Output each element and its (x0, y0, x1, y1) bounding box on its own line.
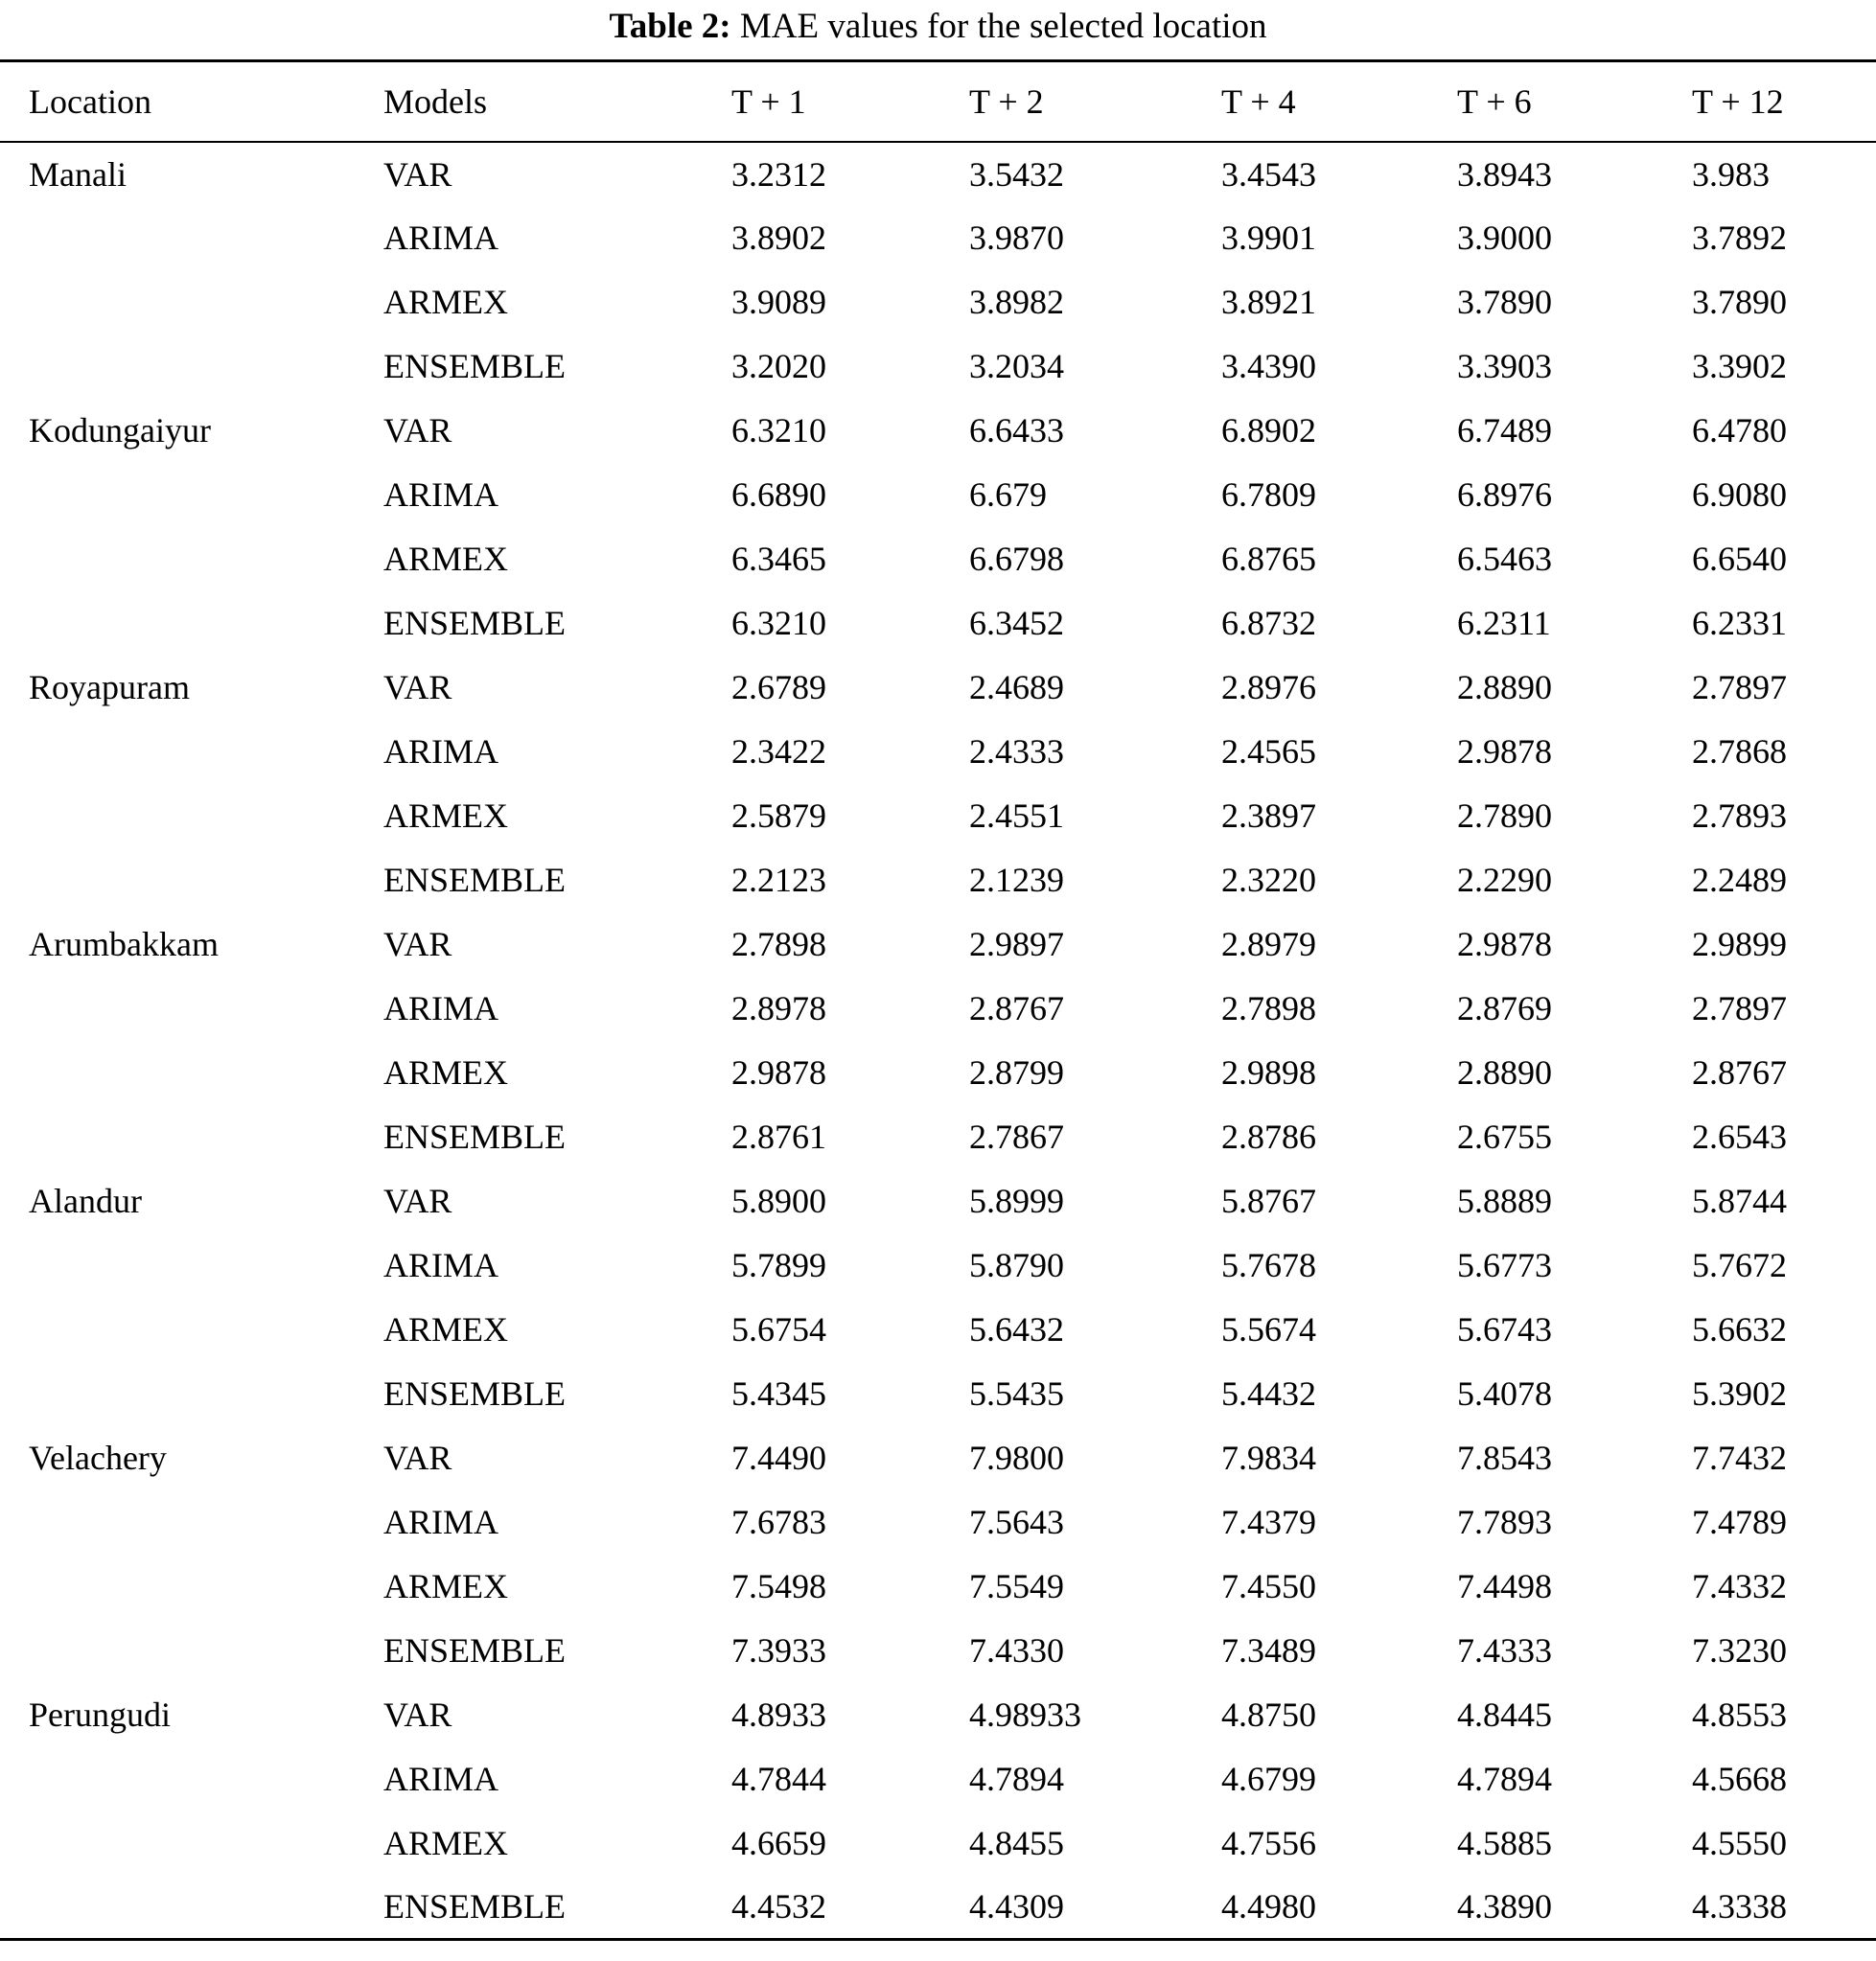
value-cell: 3.3902 (1692, 347, 1787, 385)
header-t2: T + 2 (969, 61, 1221, 142)
value-cell: 3.4390 (1221, 347, 1316, 385)
value-cell: 4.4980 (1221, 1887, 1316, 1926)
model-cell: ENSEMBLE (383, 1118, 567, 1156)
value-cell: 6.3452 (969, 604, 1064, 642)
value-cell: 3.9901 (1221, 219, 1316, 257)
value-cell: 6.5463 (1457, 540, 1552, 578)
value-cell: 2.8767 (969, 989, 1064, 1027)
table-header (0, 61, 1876, 142)
model-cell: ARMEX (383, 796, 509, 835)
value-cell: 3.8982 (969, 283, 1064, 321)
value-cell: 7.4789 (1692, 1503, 1787, 1541)
table-row (0, 463, 1876, 527)
value-cell: 3.7892 (1692, 219, 1787, 257)
value-cell: 3.8943 (1457, 154, 1552, 194)
value-cell: 7.5498 (731, 1567, 826, 1605)
value-cell: 2.3897 (1221, 796, 1316, 835)
table-row (0, 270, 1876, 335)
value-cell: 6.9080 (1692, 475, 1787, 514)
table-body (0, 142, 1876, 1940)
value-cell: 2.8979 (1221, 925, 1316, 963)
header-t6: T + 6 (1457, 61, 1692, 142)
table-row (0, 656, 1876, 720)
location-cell (0, 1490, 383, 1555)
location-cell (0, 720, 383, 784)
value-cell: 3.9870 (969, 219, 1064, 257)
location-cell (0, 1105, 383, 1169)
table-row (0, 591, 1876, 656)
model-cell: ARMEX (383, 1310, 509, 1349)
value-cell: 2.8786 (1221, 1118, 1316, 1156)
header-models: Models (383, 61, 731, 142)
table-row (0, 1876, 1876, 1940)
value-cell: 4.8750 (1221, 1696, 1316, 1734)
value-cell: 2.8799 (969, 1053, 1064, 1092)
value-cell: 5.4345 (731, 1374, 826, 1413)
value-cell: 4.8445 (1457, 1696, 1552, 1734)
header-t4: T + 4 (1221, 61, 1457, 142)
value-cell: 7.4498 (1457, 1567, 1552, 1605)
value-cell: 2.4689 (969, 668, 1064, 706)
value-cell: 7.5549 (969, 1567, 1064, 1605)
value-cell: 4.4309 (969, 1887, 1064, 1926)
location-cell (0, 848, 383, 912)
model-cell: ARIMA (383, 219, 499, 257)
value-cell: 4.4532 (731, 1887, 826, 1926)
location-cell: Arumbakkam (29, 925, 219, 963)
header-location: Location (0, 61, 383, 142)
value-cell: 4.8455 (969, 1824, 1064, 1862)
value-cell: 2.6789 (731, 668, 826, 706)
location-cell (0, 335, 383, 399)
value-cell: 3.5432 (969, 154, 1064, 194)
value-cell: 7.7893 (1457, 1503, 1552, 1541)
table-row (0, 399, 1876, 463)
table-row (0, 977, 1876, 1041)
value-cell: 4.6799 (1221, 1760, 1316, 1798)
value-cell: 2.7898 (1221, 989, 1316, 1027)
value-cell: 6.6540 (1692, 540, 1787, 578)
location-cell (0, 784, 383, 848)
table-row (0, 1105, 1876, 1169)
value-cell: 6.4780 (1692, 411, 1787, 450)
value-cell: 7.4550 (1221, 1567, 1316, 1605)
model-cell: ARIMA (383, 1760, 499, 1798)
location-cell (0, 591, 383, 656)
value-cell: 6.8732 (1221, 604, 1316, 642)
model-cell: ARMEX (383, 1053, 509, 1092)
value-cell: 6.7489 (1457, 411, 1552, 450)
model-cell: VAR (383, 1439, 452, 1477)
location-cell (0, 527, 383, 591)
value-cell: 2.3422 (731, 732, 826, 771)
table-row (0, 335, 1876, 399)
value-cell: 5.5435 (969, 1374, 1064, 1413)
location-cell (0, 977, 383, 1041)
table-row (0, 1683, 1876, 1747)
value-cell: 3.9089 (731, 283, 826, 321)
value-cell: 6.3210 (731, 604, 826, 642)
value-cell: 2.8767 (1692, 1053, 1787, 1092)
table-row (0, 1041, 1876, 1105)
value-cell: 3.2312 (731, 154, 826, 194)
table-row (0, 784, 1876, 848)
value-cell: 2.9898 (1221, 1053, 1316, 1092)
table-caption (0, 0, 1876, 48)
value-cell: 6.679 (969, 475, 1047, 514)
value-cell: 2.9899 (1692, 925, 1787, 963)
value-cell: 4.98933 (969, 1696, 1081, 1734)
value-cell: 2.8978 (731, 989, 826, 1027)
value-cell: 5.6632 (1692, 1310, 1787, 1349)
location-cell (0, 1362, 383, 1426)
value-cell: 3.7890 (1692, 283, 1787, 321)
table-row (0, 912, 1876, 977)
value-cell: 6.8976 (1457, 475, 1552, 514)
mae-table (0, 59, 1876, 1941)
value-cell: 5.6432 (969, 1310, 1064, 1349)
value-cell: 3.7890 (1457, 283, 1552, 321)
value-cell: 7.4332 (1692, 1567, 1787, 1605)
value-cell: 2.2290 (1457, 861, 1552, 899)
table-row (0, 206, 1876, 270)
value-cell: 5.6754 (731, 1310, 826, 1349)
value-cell: 7.9800 (969, 1439, 1064, 1477)
location-cell: Kodungaiyur (29, 411, 211, 450)
table-row (0, 1555, 1876, 1619)
model-cell: ARIMA (383, 1246, 499, 1284)
location-cell (0, 1234, 383, 1298)
table-row (0, 848, 1876, 912)
value-cell: 5.8999 (969, 1182, 1064, 1220)
table-row (0, 1490, 1876, 1555)
value-cell: 2.1239 (969, 861, 1064, 899)
table-caption-label: Table 2: (609, 7, 731, 46)
table-row (0, 1426, 1876, 1490)
value-cell: 4.5668 (1692, 1760, 1787, 1798)
header-t12: T + 12 (1692, 61, 1876, 142)
value-cell: 5.4078 (1457, 1374, 1552, 1413)
value-cell: 6.2331 (1692, 604, 1787, 642)
location-cell (0, 1747, 383, 1811)
value-cell: 5.3902 (1692, 1374, 1787, 1413)
value-cell: 7.8543 (1457, 1439, 1552, 1477)
model-cell: VAR (383, 154, 452, 194)
value-cell: 3.3903 (1457, 347, 1552, 385)
value-cell: 4.3890 (1457, 1887, 1552, 1926)
value-cell: 2.4551 (969, 796, 1064, 835)
value-cell: 2.9878 (731, 1053, 826, 1092)
value-cell: 6.3210 (731, 411, 826, 450)
table-row (0, 527, 1876, 591)
value-cell: 2.7898 (731, 925, 826, 963)
value-cell: 5.4432 (1221, 1374, 1316, 1413)
table-row (0, 1234, 1876, 1298)
value-cell: 2.9878 (1457, 732, 1552, 771)
location-cell (0, 1555, 383, 1619)
model-cell: ARMEX (383, 283, 509, 321)
value-cell: 2.5879 (731, 796, 826, 835)
model-cell: ARIMA (383, 989, 499, 1027)
table-row (0, 1619, 1876, 1683)
value-cell: 2.7897 (1692, 989, 1787, 1027)
model-cell: ENSEMBLE (383, 1631, 567, 1670)
location-cell (0, 1619, 383, 1683)
value-cell: 6.6890 (731, 475, 826, 514)
value-cell: 5.8889 (1457, 1182, 1552, 1220)
value-cell: 6.8902 (1221, 411, 1316, 450)
table-caption-text: MAE values for the selected location (739, 7, 1267, 46)
value-cell: 3.8902 (731, 219, 826, 257)
value-cell: 2.4333 (969, 732, 1064, 771)
value-cell: 7.7432 (1692, 1439, 1787, 1477)
value-cell: 7.3933 (731, 1631, 826, 1670)
value-cell: 3.983 (1692, 154, 1770, 194)
value-cell: 7.4379 (1221, 1503, 1316, 1541)
model-cell: ENSEMBLE (383, 604, 567, 642)
value-cell: 5.8744 (1692, 1182, 1787, 1220)
value-cell: 2.8890 (1457, 1053, 1552, 1092)
value-cell: 7.3489 (1221, 1631, 1316, 1670)
value-cell: 2.8976 (1221, 668, 1316, 706)
value-cell: 5.8790 (969, 1246, 1064, 1284)
value-cell: 7.4330 (969, 1631, 1064, 1670)
value-cell: 2.9897 (969, 925, 1064, 963)
table-row (0, 1811, 1876, 1876)
header-row (0, 61, 1876, 142)
value-cell: 5.7672 (1692, 1246, 1787, 1284)
value-cell: 4.6659 (731, 1824, 826, 1862)
value-cell: 2.8769 (1457, 989, 1552, 1027)
value-cell: 2.6755 (1457, 1118, 1552, 1156)
location-cell (0, 206, 383, 270)
value-cell: 2.7868 (1692, 732, 1787, 771)
value-cell: 2.7867 (969, 1118, 1064, 1156)
value-cell: 6.6798 (969, 540, 1064, 578)
value-cell: 7.4490 (731, 1439, 826, 1477)
value-cell: 5.5674 (1221, 1310, 1316, 1349)
value-cell: 2.8761 (731, 1118, 826, 1156)
value-cell: 2.9878 (1457, 925, 1552, 963)
model-cell: ENSEMBLE (383, 1374, 567, 1413)
location-cell (0, 270, 383, 335)
model-cell: ARIMA (383, 475, 499, 514)
value-cell: 7.5643 (969, 1503, 1064, 1541)
table-row (0, 720, 1876, 784)
value-cell: 5.6773 (1457, 1246, 1552, 1284)
location-cell: Alandur (29, 1182, 142, 1220)
value-cell: 4.7894 (1457, 1760, 1552, 1798)
model-cell: VAR (383, 1182, 452, 1220)
value-cell: 2.7893 (1692, 796, 1787, 835)
table-row (0, 1747, 1876, 1811)
value-cell: 2.2489 (1692, 861, 1787, 899)
value-cell: 2.7897 (1692, 668, 1787, 706)
model-cell: ARMEX (383, 1824, 509, 1862)
value-cell: 4.3338 (1692, 1887, 1787, 1926)
table-row (0, 142, 1876, 206)
value-cell: 6.6433 (969, 411, 1064, 450)
model-cell: ARMEX (383, 540, 509, 578)
location-cell: Velachery (29, 1439, 167, 1477)
value-cell: 7.3230 (1692, 1631, 1787, 1670)
location-cell (0, 463, 383, 527)
value-cell: 6.3465 (731, 540, 826, 578)
value-cell: 6.8765 (1221, 540, 1316, 578)
table-row (0, 1169, 1876, 1234)
location-cell (0, 1876, 383, 1940)
value-cell: 5.8900 (731, 1182, 826, 1220)
value-cell: 5.7678 (1221, 1246, 1316, 1284)
location-cell (0, 1811, 383, 1876)
value-cell: 4.5885 (1457, 1824, 1552, 1862)
value-cell: 4.5550 (1692, 1824, 1787, 1862)
value-cell: 4.7556 (1221, 1824, 1316, 1862)
model-cell: VAR (383, 668, 452, 706)
value-cell: 3.9000 (1457, 219, 1552, 257)
location-cell: Perungudi (29, 1696, 171, 1734)
value-cell: 4.7894 (969, 1760, 1064, 1798)
value-cell: 6.2311 (1457, 604, 1551, 642)
location-cell (0, 1041, 383, 1105)
value-cell: 2.3220 (1221, 861, 1316, 899)
model-cell: ENSEMBLE (383, 1887, 567, 1926)
location-cell (0, 1298, 383, 1362)
value-cell: 2.8890 (1457, 668, 1552, 706)
location-cell: Royapuram (29, 668, 190, 706)
value-cell: 6.7809 (1221, 475, 1316, 514)
value-cell: 5.6743 (1457, 1310, 1552, 1349)
value-cell: 7.9834 (1221, 1439, 1316, 1477)
value-cell: 3.8921 (1221, 283, 1316, 321)
location-cell: Manali (29, 154, 127, 194)
value-cell: 7.6783 (731, 1503, 826, 1541)
value-cell: 4.8933 (731, 1696, 826, 1734)
model-cell: VAR (383, 411, 452, 450)
value-cell: 7.4333 (1457, 1631, 1552, 1670)
value-cell: 2.6543 (1692, 1118, 1787, 1156)
model-cell: ARMEX (383, 1567, 509, 1605)
header-t1: T + 1 (731, 61, 969, 142)
model-cell: ARIMA (383, 1503, 499, 1541)
value-cell: 2.7890 (1457, 796, 1552, 835)
value-cell: 2.4565 (1221, 732, 1316, 771)
value-cell: 4.8553 (1692, 1696, 1787, 1734)
value-cell: 3.2034 (969, 347, 1064, 385)
value-cell: 2.2123 (731, 861, 826, 899)
model-cell: ARIMA (383, 732, 499, 771)
value-cell: 3.4543 (1221, 154, 1316, 194)
table-row (0, 1298, 1876, 1362)
value-cell: 5.7899 (731, 1246, 826, 1284)
value-cell: 3.2020 (731, 347, 826, 385)
model-cell: VAR (383, 1696, 452, 1734)
table-row (0, 1362, 1876, 1426)
model-cell: VAR (383, 925, 452, 963)
model-cell: ENSEMBLE (383, 347, 567, 385)
model-cell: ENSEMBLE (383, 861, 567, 899)
value-cell: 4.7844 (731, 1760, 826, 1798)
value-cell: 5.8767 (1221, 1182, 1316, 1220)
